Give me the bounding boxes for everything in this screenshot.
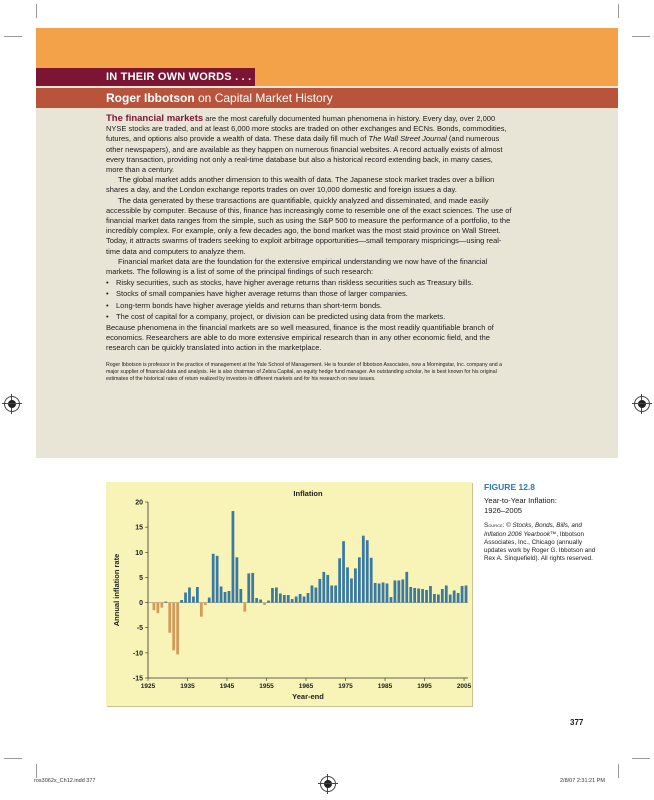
bar	[283, 595, 286, 603]
bar	[311, 585, 314, 602]
bar	[196, 587, 199, 603]
bar	[255, 598, 258, 603]
x-tick-label: 1985	[377, 683, 393, 690]
crop-mark	[36, 4, 37, 18]
bar	[160, 603, 163, 608]
x-tick-label: 1975	[338, 683, 353, 690]
y-tick-label: -10	[132, 650, 143, 658]
x-tick-label: 2005	[456, 683, 472, 690]
bar	[259, 600, 262, 603]
bar	[346, 567, 349, 602]
bar	[188, 587, 191, 602]
bar	[220, 586, 223, 602]
x-tick-label: 1925	[140, 683, 156, 690]
source-title: © Stocks, Bonds, Bills, and Inflation 2006 Yearbook™	[484, 522, 582, 538]
bar	[370, 558, 373, 603]
bar	[208, 598, 211, 603]
findings-list	[106, 278, 512, 322]
registration-mark-bottom-icon	[320, 776, 336, 792]
y-tick-label: 20	[135, 499, 143, 507]
bar	[374, 583, 377, 603]
bar	[449, 595, 452, 603]
bar	[168, 603, 171, 633]
bar	[184, 593, 187, 603]
bar	[322, 572, 325, 603]
bar	[236, 557, 239, 602]
bar	[326, 575, 329, 603]
bar	[243, 603, 246, 612]
article-publication: The Wall Street Journal	[368, 134, 447, 144]
bar	[279, 594, 282, 603]
bar	[216, 556, 219, 603]
bar	[382, 582, 385, 602]
bar	[299, 594, 302, 603]
bar	[267, 601, 270, 603]
bar	[176, 603, 179, 655]
figure-caption	[484, 483, 596, 563]
crop-mark	[4, 36, 22, 37]
bar	[275, 587, 278, 602]
bar	[461, 586, 464, 603]
registration-mark-left-icon	[4, 396, 20, 412]
bar	[295, 597, 298, 603]
bar	[358, 557, 361, 602]
article-paragraph-2: The global market adds another dimension to this wealth of data. The Japanese stock market trades over a billion shares a day, and the London exchange reports trades on over 10,000 domestic and foreign issues a day.	[106, 175, 495, 195]
article-paragraph-4: Financial market data are the foundation for the extensive empirical understanding we now have of the financial markets. The following is a list of some of the principal findings of such research:	[106, 256, 488, 277]
article-text: are the most carefully documented human phenomena in history. Every day, over 2,000 NYSE stocks are traded, and at least 6,000 more stocks are traded on other exchanges and ECNs. Bonds, commodities, futures, and options also provide a wealth of data. These data daily fill much of	[106, 114, 507, 144]
bar	[394, 580, 397, 602]
y-tick-label: 0	[139, 600, 143, 608]
article-paragraph-1	[106, 114, 512, 175]
bar	[417, 588, 420, 602]
footer-timestamp: 2/8/07 2:31:21 PM	[560, 778, 605, 784]
bar	[453, 591, 456, 603]
list-item: • Stocks of small companies have higher average returns than those of larger companies.	[106, 289, 512, 299]
x-tick-label: 1955	[259, 683, 274, 690]
bar	[172, 603, 175, 651]
box-kicker: IN THEIR OWN WORDS . . .	[36, 68, 255, 86]
x-tick-label: 1945	[219, 683, 235, 690]
bar	[334, 585, 337, 602]
bar	[287, 595, 290, 603]
bar	[433, 594, 436, 603]
bar	[425, 590, 428, 603]
list-item: • Long-term bonds have higher average yields and returns than short-term bonds.	[106, 301, 512, 311]
bar	[330, 585, 333, 602]
bar	[342, 541, 345, 602]
crop-mark	[618, 4, 619, 18]
article-lead: The financial markets	[106, 113, 204, 124]
box-title-rest: on Capital Market History	[194, 91, 333, 105]
figure-subtitle	[484, 496, 596, 516]
bar	[401, 579, 404, 602]
bar	[307, 593, 310, 603]
source-text: , Ibbotson Associates, Inc., Chicago (annually updates work by Roger G. Ibbotson and Rex A. Sinquefield). All rights reserved.	[484, 530, 596, 562]
y-tick-label: 10	[135, 549, 143, 557]
bar	[445, 585, 448, 602]
x-axis-label: Year-end	[292, 692, 324, 701]
registration-mark-right-icon	[634, 396, 650, 412]
bar	[390, 597, 393, 603]
bar	[271, 588, 274, 603]
figure-subtitle-line: Year-to-Year Inflation:	[484, 496, 557, 506]
bar	[224, 592, 227, 603]
article-paragraph-5: Because phenomena in the financial markets are so well measured, finance is the most readily quantifiable branch of economics. Researchers are able to do more extensive empirical research than in any other economic field, and the research can be quickly translated into action in the marketplace.	[106, 323, 494, 353]
bar	[164, 602, 167, 603]
bar	[315, 587, 318, 602]
bar	[251, 573, 254, 603]
crop-mark	[618, 764, 619, 778]
bar	[421, 589, 424, 603]
chart-title: Inflation	[293, 489, 323, 498]
bar	[291, 599, 294, 603]
bar	[378, 583, 381, 602]
source-label: Source:	[484, 522, 505, 530]
bar	[350, 578, 353, 602]
page-number: 377	[570, 718, 584, 727]
bar	[318, 579, 321, 603]
inflation-chart-svg	[106, 482, 472, 706]
x-tick-label: 1995	[417, 683, 432, 690]
crop-mark	[632, 36, 650, 37]
bar	[465, 585, 468, 602]
bar	[386, 583, 389, 602]
bar	[200, 603, 203, 617]
crop-mark	[4, 758, 22, 759]
bar	[247, 573, 250, 602]
article-paragraph-3: The data generated by these transactions are quantifiable, quickly analyzed and disseminated, and made easily accessible by computer. Because of this, finance has increasingly come to resemble one of the exact sciences. The use of financial market data ranges from the simple, such as using the S&P 500 to measure the performance of a portfolio, to the incredibly complex. For example, only a few decades ago, the bond market was the most staid province on Wall Street. Today, it attracts swarms of traders seeking to exploit arbitrage opportunities—small temporary mispricings—using real-time data and computers to analyze them.	[106, 195, 512, 256]
y-tick-label: -15	[132, 675, 143, 683]
bar	[362, 536, 365, 603]
bar	[303, 597, 306, 603]
bar	[429, 586, 432, 603]
bar	[354, 568, 357, 602]
bar	[405, 572, 408, 603]
bar	[204, 603, 207, 606]
y-tick-label: 5	[139, 574, 143, 582]
bar	[397, 580, 400, 602]
bar	[212, 554, 215, 603]
list-item: • Risky securities, such as stocks, have higher average returns than riskless securities such as Treasury bills.	[106, 278, 512, 288]
bar	[192, 597, 195, 603]
crop-mark	[36, 764, 37, 778]
author-bio: Roger Ibbotson is professor in the practice of management at the Yale School of Management. He is founder of Ibbotson Associates, now a Morningstar, Inc. company and a major supplier of financial data and analysis. He is also chairman of Zebra Capital, an equity hedge fund manager. An outstanding scholar, he is best known for his original estimates of the historical rates of return realized by investors in different markets and for his research on new issues.	[106, 361, 503, 383]
list-item: • The cost of capital for a company, project, or division can be predicted using data from the markets.	[106, 312, 512, 322]
figure-label: FIGURE 12.8	[484, 482, 536, 492]
x-tick-label: 1965	[298, 683, 314, 690]
bar	[437, 595, 440, 603]
bar	[228, 591, 231, 603]
y-tick-label: 15	[135, 524, 143, 532]
article-text: (and numerous other newspapers), and are available as they happen on numerous financial websites. A record actually exists of almost every transaction, providing not only a real-time database but also a historical record extending back, in many cases, more than a century.	[106, 134, 503, 175]
bar	[153, 603, 156, 611]
bar	[457, 593, 460, 603]
bar	[156, 603, 159, 614]
bar	[366, 540, 369, 602]
y-axis-label: Annual inflation rate	[112, 553, 121, 627]
y-tick-label: -5	[136, 625, 143, 633]
bar	[409, 587, 412, 603]
bar	[180, 600, 183, 603]
bar	[263, 603, 266, 606]
bar	[413, 588, 416, 603]
crop-mark	[632, 758, 650, 759]
figure-subtitle-line: 1926–2005	[484, 506, 523, 516]
bar	[338, 558, 341, 602]
figure-source	[484, 522, 596, 562]
x-tick-label: 1935	[180, 683, 195, 690]
inflation-chart	[106, 482, 472, 706]
bar	[441, 589, 444, 603]
bar	[239, 589, 242, 603]
article-body	[106, 114, 512, 384]
box-title	[36, 88, 618, 108]
footer-file: ros3062x_Ch12.indd 377	[34, 778, 96, 784]
box-title-name: Roger Ibbotson	[106, 91, 195, 105]
bar	[232, 511, 235, 603]
